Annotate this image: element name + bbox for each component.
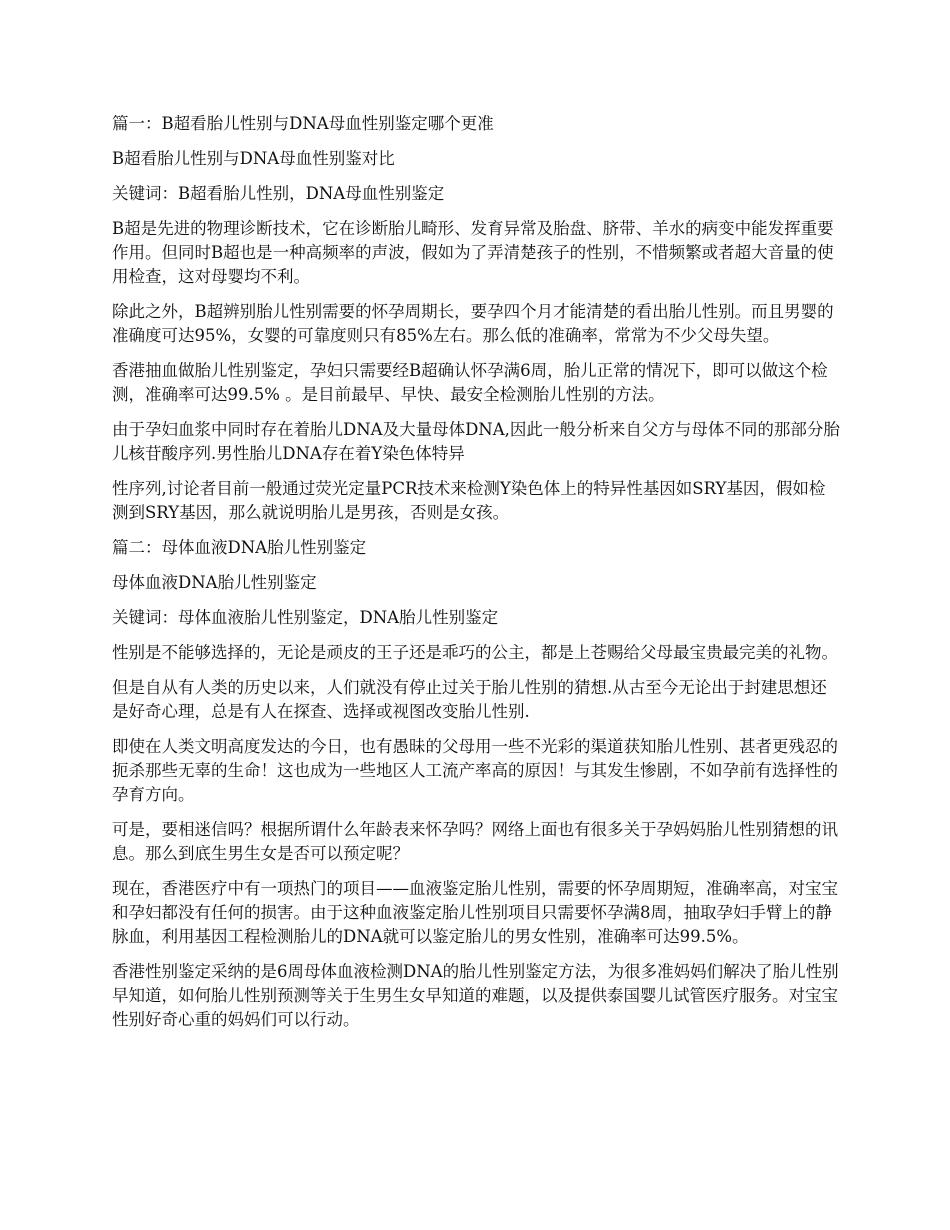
article-two-heading: 篇二：母体血液DNA胎儿性别鉴定 xyxy=(112,538,367,557)
article-two-keywords: 关键词：母体血液胎儿性别鉴定，DNA胎儿性别鉴定 xyxy=(112,608,499,627)
paragraph-six-week-method: 香港性别鉴定采纳的是6周母体血液检测DNA的胎儿性别鉴定方法，为很多准妈妈们解决了胎儿性别早知道，如何胎儿性别预测等关于生男生女早知道的难题，以及提供泰国婴儿试管医疗服务。对宝宝性别好奇心重的妈妈们可以行动。 xyxy=(112,962,839,1029)
article-two-subtitle: 母体血液DNA胎儿性别鉴定 xyxy=(112,573,317,592)
paragraph-history-of-guessing: 但是自从有人类的历史以来，人们就没有停止过关于胎儿性别的猜想.从古至今无论出于封建思想还是好奇心理，总是有人在探查、选择或视图改变胎儿性别. xyxy=(112,678,827,721)
paragraph-modern-era: 即使在人类文明高度发达的今日，也有愚昧的父母用一些不光彩的渠道获知胎儿性别、甚者更残忍的扼杀那些无辜的生命！这也成为一些地区人工流产率高的原因！与其发生惨剧，不如孕前有选择性的孕育方向。 xyxy=(112,737,838,804)
document-page xyxy=(112,112,840,1043)
paragraph-b-ultrasound-intro: B超是先进的物理诊断技术，它在诊断胎儿畸形、发育异常及胎盘、脐带、羊水的病变中能发挥重要作用。但同时B超也是一种高频率的声波，假如为了弄清楚孩子的性别，不惜频繁或者超大音量的使用检查，这对母婴均不利。 xyxy=(112,219,834,286)
paragraph-fetal-dna-analysis: 由于孕妇血浆中同时存在着胎儿DNA及大量母体DNA,因此一般分析来自父方与母体不同的那部分胎儿核苷酸序列.男性胎儿DNA存在着Y染色体特异 xyxy=(112,420,840,463)
paragraph-blood-test-project: 现在，香港医疗中有一项热门的项目——血液鉴定胎儿性别，需要的怀孕周期短，准确率高，对宝宝和孕妇都没有任何的损害。由于这种血液鉴定胎儿性别项目只需要怀孕满8周，抽取孕妇手臂上的静脉血，利用基因工程检测胎儿的DNA就可以鉴定胎儿的男女性别，准确率可达99.5%。 xyxy=(112,879,838,946)
article-one-heading: 篇一：B超看胎儿性别与DNA母血性别鉴定哪个更准 xyxy=(112,114,494,133)
paragraph-gender-gift: 性别是不能够选择的，无论是顽皮的王子还是乖巧的公主，都是上苍赐给父母最宝贵最完美的礼物。 xyxy=(112,643,838,662)
paragraph-sry-gene-detection: 性序列,讨论者目前一般通过荧光定量PCR技术来检测Y染色体上的特异性基因如SRY基因，假如检测到SRY基因，那么就说明胎儿是男孩，否则是女孩。 xyxy=(112,479,826,522)
paragraph-b-ultrasound-accuracy: 除此之外，B超辨别胎儿性别需要的怀孕周期长，要孕四个月才能清楚的看出胎儿性别。而且男婴的准确度可达95%，女婴的可靠度则只有85%左右。那么低的准确率，常常为不少父母失望。 xyxy=(112,302,834,345)
paragraph-superstition-question: 可是，要相迷信吗？根据所谓什么年龄表来怀孕吗？网络上面也有很多关于孕妈妈胎儿性别猜想的讯息。那么到底生男生女是否可以预定呢？ xyxy=(112,820,838,863)
article-one-subtitle: B超看胎儿性别与DNA母血性别鉴对比 xyxy=(112,149,395,168)
paragraph-hongkong-blood-test: 香港抽血做胎儿性别鉴定，孕妇只需要经B超确认怀孕满6周，胎儿正常的情况下，即可以做这个检测，准确率可达99.5% 。是目前最早、早快、最安全检测胎儿性别的方法。 xyxy=(112,361,828,404)
article-one-keywords: 关键词：B超看胎儿性别，DNA母血性别鉴定 xyxy=(112,184,445,203)
